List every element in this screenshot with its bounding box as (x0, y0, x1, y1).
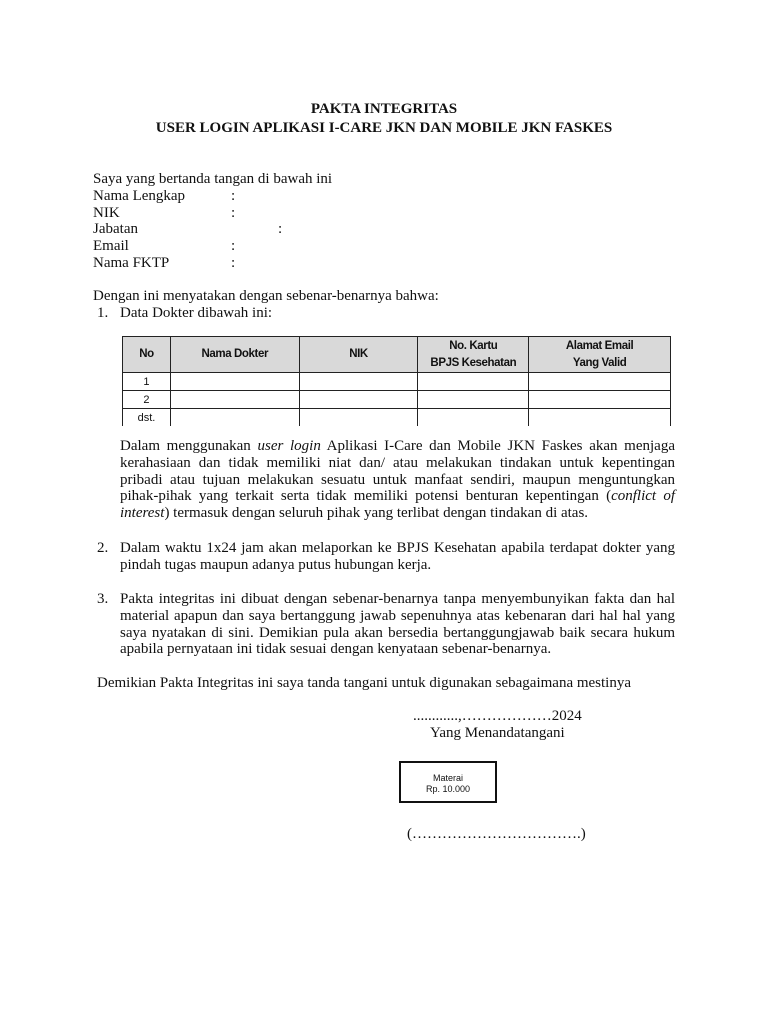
table-cell-no: 2 (123, 391, 171, 409)
signer-label: Yang Menandatangani (430, 725, 565, 741)
table-cell (529, 391, 671, 409)
table-row (123, 409, 671, 427)
table-header-no (123, 337, 171, 373)
table-header-nama-dokter (170, 337, 299, 373)
item-1-paragraph (120, 438, 675, 522)
field-colon: : (278, 221, 283, 237)
table-cell (299, 409, 418, 427)
item-number: 1. (97, 305, 109, 321)
stamp-label: Materai (432, 773, 463, 783)
table-cell (170, 409, 299, 427)
table-row (123, 373, 671, 391)
intro-text: Saya yang bertanda tangan di bawah ini (93, 171, 333, 187)
paragraph-emphasis: conflict of interest (120, 488, 675, 522)
item-number: 3. (97, 591, 109, 607)
table-cell (529, 373, 671, 391)
table-cell-no: dst. (123, 409, 171, 427)
table-header-nik (299, 337, 418, 373)
field-colon: : (231, 205, 236, 221)
item-number: 2. (97, 540, 109, 556)
header-text: Alamat Email (565, 339, 634, 352)
header-text: No. Kartu (449, 339, 498, 352)
header-text: Yang Valid (572, 356, 627, 369)
table-cell (170, 373, 299, 391)
table-header-alamat-email (529, 337, 671, 373)
field-label-nama-fktp: Nama FKTP (93, 255, 170, 271)
materai-stamp-box (399, 761, 497, 803)
field-colon: : (231, 238, 236, 254)
item-2-text: Dalam waktu 1x24 jam akan melaporkan ke BPJS Kesehatan apabila terdapat dokter yang pindah tugas maupun adanya putus hubungan kerja. (120, 540, 675, 573)
field-label-jabatan: Jabatan (93, 221, 138, 237)
table-cell (299, 391, 418, 409)
stamp-amount: Rp. 10.000 (425, 784, 471, 794)
item-3-text: Pakta integritas ini dibuat dengan sebenar-benarnya tanpa menyembunyikan fakta dan hal material apapun dan saya bertanggung jawab sepenuhnya atas kebenaran dari hal hal yang saya nyatakan di sini. Demikian pula akan bersedia bertanggungjawab baik secara hukum apabila pernyataan ini tidak sesuai dengan kenyataan sebenar-benarnya. (120, 591, 675, 658)
paragraph-text: ) termasuk dengan seluruh pihak yang terlibat dengan tindakan di atas. (164, 505, 589, 522)
table-cell (418, 409, 529, 427)
statement-text: Dengan ini menyatakan dengan sebenar-benarnya bahwa: (93, 288, 439, 304)
signature-name-line: (…………………………….) (407, 826, 586, 842)
paragraph-emphasis: user login (257, 438, 321, 454)
table-header-row (123, 337, 671, 373)
field-colon: : (231, 188, 236, 204)
table-row (123, 391, 671, 409)
table-header-no-kartu (418, 337, 529, 373)
field-label-email: Email (93, 238, 129, 254)
item-1-lead: Data Dokter dibawah ini: (120, 305, 273, 321)
table-cell (299, 373, 418, 391)
paragraph-text: Aplikasi I-Care dan Mobile JKN Faskes akan menjaga kerahasiaan dan tidak memiliki niat dan/ atau melakukan tindakan untuk kepentingan pribadi atau tujuan melakukan sesuatu untuk manfaat sendiri, maupun menguntungkan pihak-pihak yang terkait serta tidak memiliki potensi benturan kepentingan ( (120, 438, 675, 505)
document-subtitle: USER LOGIN APLIKASI I-CARE JKN DAN MOBILE JKN FASKES (155, 120, 613, 136)
table-cell-no: 1 (123, 373, 171, 391)
field-label-nik: NIK (93, 205, 120, 221)
field-colon: : (231, 255, 236, 271)
doctor-data-table (122, 336, 671, 426)
table-cell (418, 391, 529, 409)
signature-date-line: ............,………………2024 (413, 708, 582, 724)
header-text: Nama Dokter (201, 348, 269, 360)
closing-statement: Demikian Pakta Integritas ini saya tanda tangani untuk digunakan sebagaimana mestinya (97, 675, 632, 691)
header-text: NIK (349, 348, 368, 360)
table-cell (418, 373, 529, 391)
table-cell (529, 409, 671, 427)
header-text: No (139, 348, 154, 360)
field-label-nama-lengkap: Nama Lengkap (93, 188, 186, 204)
paragraph-text: Dalam menggunakan (120, 438, 258, 454)
document-title: PAKTA INTEGRITAS (310, 101, 458, 117)
header-text: BPJS Kesehatan (430, 356, 517, 369)
table-cell (170, 391, 299, 409)
